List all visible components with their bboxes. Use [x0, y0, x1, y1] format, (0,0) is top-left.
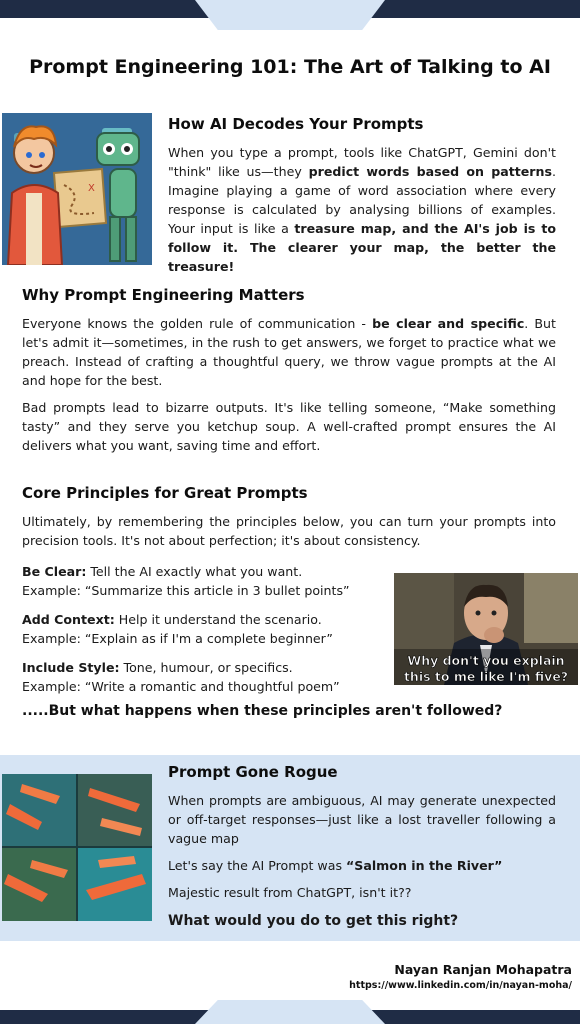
- principle-item: [22, 610, 392, 648]
- why-bold-1: be clear and specific: [372, 316, 525, 331]
- rogue-text-2a: Let's say the AI Prompt was: [168, 858, 347, 873]
- top-notch: [195, 0, 385, 30]
- intro-text-block: [168, 115, 556, 276]
- principle-example: Example: “Explain as if I'm a complete beginner”: [22, 631, 333, 646]
- salmon-in-river-grid: [2, 774, 152, 921]
- principle-line: [22, 610, 392, 629]
- core-section: [22, 484, 556, 550]
- why-text-1a: Everyone knows the golden rule of communication -: [22, 316, 373, 331]
- why-text-1c: . But let's admit it—sometimes, in the rush to get answers, we forget to practice what we preach. Instead of crafting a thoughtful query, we throw vague prompts at the AI and hope for the best.: [22, 316, 556, 388]
- why-heading: Why Prompt Engineering Matters: [22, 286, 305, 304]
- core-heading: Core Principles for Great Prompts: [22, 484, 308, 502]
- principle-label: Add Context:: [22, 612, 115, 627]
- principle-text: Tone, humour, or specifics.: [119, 660, 293, 675]
- page-title: Prompt Engineering 101: The Art of Talking to AI: [29, 56, 551, 78]
- rogue-heading: Prompt Gone Rogue: [168, 763, 338, 781]
- intro-heading: How AI Decodes Your Prompts: [168, 115, 424, 133]
- principle-label: Be Clear:: [22, 564, 87, 579]
- intro-paragraph: [168, 143, 556, 276]
- rogue-paragraph-1: When prompts are ambiguous, AI may generate unexpected or off-target responses—just like a lost traveller following a vague map: [168, 793, 556, 846]
- rogue-question: What would you do to get this right?: [168, 913, 459, 929]
- rogue-text-block: [168, 763, 556, 931]
- rogue-paragraph-2: [168, 856, 556, 875]
- principle-line: [22, 658, 392, 677]
- svg-text:X: X: [88, 183, 95, 194]
- boy-robot-treasure-map-illustration: [2, 113, 152, 265]
- meme-caption-line-2: this to me like I'm five?: [403, 669, 569, 684]
- principle-item: [22, 562, 392, 600]
- principle-item: [22, 658, 392, 696]
- rogue-paragraph-3: Majestic result from ChatGPT, isn't it??: [168, 885, 412, 900]
- principle-text: Tell the AI exactly what you want.: [86, 564, 303, 579]
- meme-caption-line-1: Why don't you explain: [407, 653, 565, 668]
- intro-text-2: . Imagine playing a game of word association where every response is calculated by analysing billions of examples. Your input is like a: [168, 164, 556, 236]
- core-intro: Ultimately, by remembering the principles below, you can turn your prompts into precision tools. It's not about perfection; it's about consistency.: [22, 514, 556, 548]
- author-linkedin-url[interactable]: https://www.linkedin.com/in/nayan-moha/: [349, 980, 572, 991]
- principle-text: Help it understand the scenario.: [114, 612, 322, 627]
- intro-bold-1: predict words based on patterns: [308, 164, 552, 179]
- why-paragraph-1: [22, 314, 556, 390]
- principle-line: [22, 562, 392, 581]
- principles-list: [22, 562, 392, 696]
- principles-question: .....But what happens when these principles aren't followed?: [22, 703, 503, 719]
- bottom-notch: [195, 1000, 385, 1024]
- explain-like-five-meme: [394, 573, 578, 685]
- author-name: Nayan Ranjan Mohapatra: [394, 962, 572, 977]
- principle-example: Example: “Summarize this article in 3 bullet points”: [22, 583, 350, 598]
- principle-label: Include Style:: [22, 660, 120, 675]
- rogue-bold-2: “Salmon in the River”: [346, 858, 503, 873]
- why-paragraph-2: Bad prompts lead to bizarre outputs. It's like telling someone, “Make something tasty” and they serve you ketchup soup. A well-crafted prompt ensures the AI delivers what you want, saving time and effort.: [22, 400, 556, 453]
- intro-bold-2: treasure map, and the AI's job is to follow it. The clearer your map, the better the treasure!: [168, 221, 556, 274]
- why-section: [22, 286, 556, 455]
- principle-example: Example: “Write a romantic and thoughtful poem”: [22, 679, 340, 694]
- intro-text-1: When you type a prompt, tools like ChatGPT, Gemini don't "think" like us—they: [168, 145, 556, 179]
